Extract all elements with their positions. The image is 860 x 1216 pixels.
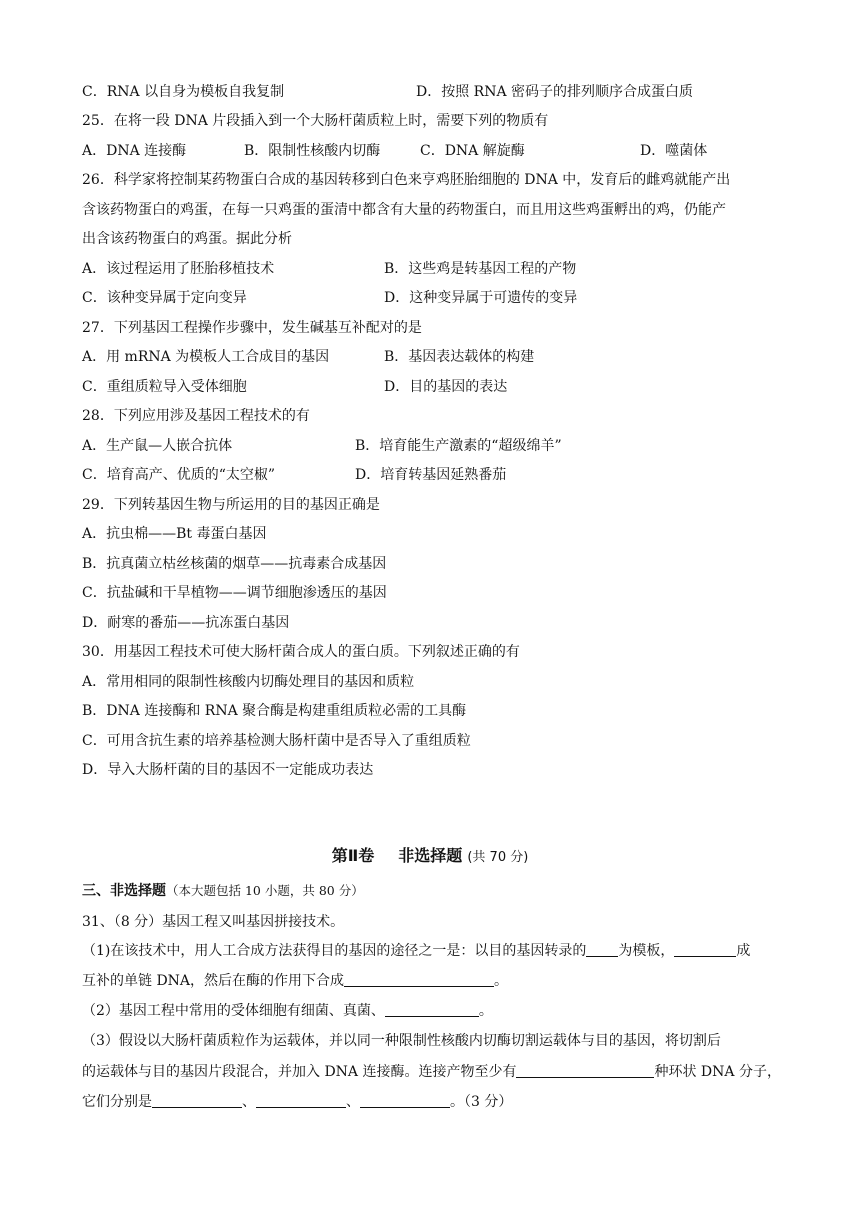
q31-part3-sep: 、 [242,1094,256,1110]
q26-stem-line2: 含该药物蛋白的鸡蛋，在每一只鸡蛋的蛋清中都含有大量的药物蛋白，而且用这些鸡蛋孵出的鸡，仍能产 [82,202,726,218]
answer-blank[interactable] [674,942,736,957]
q25-option-a: A．DNA 连接酶 [82,143,187,159]
q27-option-a: A．用 mRNA 为模板人工合成目的基因 [82,349,330,365]
section-heading-label: 三、非选择题 [82,883,166,899]
q28-option-d: D．培育转基因延熟番茄 [355,467,507,483]
q30-option-d: D．导入大肠杆菌的目的基因不一定能成功表达 [82,762,374,778]
q31-part3-sep: 、 [346,1094,360,1110]
q27-stem: 27．下列基因工程操作步骤中，发生碱基互补配对的是 [82,320,422,336]
q30-stem: 30．用基因工程技术可使大肠杆菌合成人的蛋白质。下列叙述正确的有 [82,644,520,660]
q26-option-c: C．该种变异属于定向变异 [82,290,247,306]
q25-option-d: D．噬菌体 [640,143,708,159]
q30-option-b: B．DNA 连接酶和 RNA 聚合酶是构建重组质粒必需的工具酶 [82,703,467,719]
q31-part2-text-a: （2）基因工程中常用的受体细胞有细菌、真菌、 [82,1003,385,1019]
q27-option-c: C．重组质粒导入受体细胞 [82,379,247,395]
q31-part1-text-b: 为模板， [618,943,675,959]
q31-part1-line1 [82,941,750,961]
q31-part3-text-d: 。（3 分） [450,1094,513,1110]
q25-option-c: C．DNA 解旋酶 [420,143,525,159]
q29-option-d: D．耐寒的番茄——抗冻蛋白基因 [82,615,290,631]
q31-part2 [82,1001,493,1021]
q25-option-b: B．限制性核酸内切酶 [244,143,381,159]
q30-option-a: A．常用相同的限制性核酸内切酶处理目的基因和质粒 [82,674,415,690]
q26-stem-line1: 26．科学家将控制某药物蛋白合成的基因转移到白色来亨鸡胚胎细胞的 DNA 中，发育后的雌鸡就能产出 [82,172,731,188]
answer-blank[interactable] [152,1093,242,1108]
q31-part1-line2 [82,971,508,991]
section-title-type: 非选择题 [398,846,463,865]
q27-option-d: D．目的基因的表达 [384,379,508,395]
answer-blank[interactable] [256,1093,346,1108]
section-heading-note: （本大题包括 10 小题，共 80 分） [166,883,364,898]
q24-option-d: D．按照 RNA 密码子的排列顺序合成蛋白质 [416,84,694,100]
q31-part3-line1: （3）假设以大肠杆菌质粒作为运载体，并以同一种限制性核酸内切酶切割运载体与目的基因，将切割后 [82,1033,721,1049]
section-title-volume: 第Ⅱ卷 [331,846,375,865]
q27-option-b: B．基因表达载体的构建 [384,349,535,365]
q31-stem: 31、（8 分）基因工程又叫基因拼接技术。 [82,914,345,930]
q28-stem: 28．下列应用涉及基因工程技术的有 [82,408,310,424]
answer-blank[interactable] [586,942,618,957]
answer-blank[interactable] [385,1002,479,1017]
q31-part3-text-c: 它们分别是 [82,1094,152,1110]
q29-stem: 29．下列转基因生物与所运用的目的基因正确是 [82,497,380,513]
q31-part3-line2 [82,1062,781,1082]
q31-part3-line3 [82,1092,512,1112]
section-heading [82,881,364,901]
q30-option-c: C．可用含抗生素的培养基检测大肠杆菌中是否导入了重组质粒 [82,733,471,749]
q28-option-c: C．培育高产、优质的“太空椒” [82,467,276,483]
q29-option-a: A．抗虫棉——Bt 毒蛋白基因 [82,526,267,542]
q26-stem-line3: 出含该药物蛋白的鸡蛋。据此分析 [82,231,292,247]
q24-option-c: C．RNA 以自身为模板自我复制 [82,84,285,100]
q29-option-b: B．抗真菌立枯丝核菌的烟草——抗毒素合成基因 [82,556,387,572]
q31-part1-text-d: 互补的单链 DNA，然后在酶的作用下合成 [82,973,345,989]
q31-part1-text-e: 。 [494,973,509,989]
answer-blank[interactable] [516,1063,654,1078]
answer-blank[interactable] [344,972,494,987]
q31-part1-text-c: 成 [736,943,751,959]
q31-part2-text-b: 。 [478,1003,493,1019]
section-title-score: (共 70 分) [467,850,529,865]
q28-option-b: B．培育能生产激素的“超级绵羊” [355,438,562,454]
q28-option-a: A．生产鼠—人嵌合抗体 [82,438,233,454]
answer-blank[interactable] [360,1093,450,1108]
q31-part3-text-b: 种环状 DNA 分子， [654,1064,781,1080]
q25-stem: 25．在将一段 DNA 片段插入到一个大肠杆菌质粒上时，需要下列的物质有 [82,113,549,129]
section-title [0,845,860,869]
q26-option-d: D．这种变异属于可遗传的变异 [384,290,578,306]
q31-part3-text-a: 的运载体与目的基因片段混合，并加入 DNA 连接酶。连接产物至少有 [82,1064,517,1080]
q31-part1-text-a: （1)在该技术中，用人工合成方法获得目的基因的途径之一是：以目的基因转录的 [82,943,587,959]
q26-option-a: A．该过程运用了胚胎移植技术 [82,261,275,277]
q26-option-b: B．这些鸡是转基因工程的产物 [384,261,577,277]
q29-option-c: C．抗盐碱和干旱植物——调节细胞渗透压的基因 [82,585,387,601]
